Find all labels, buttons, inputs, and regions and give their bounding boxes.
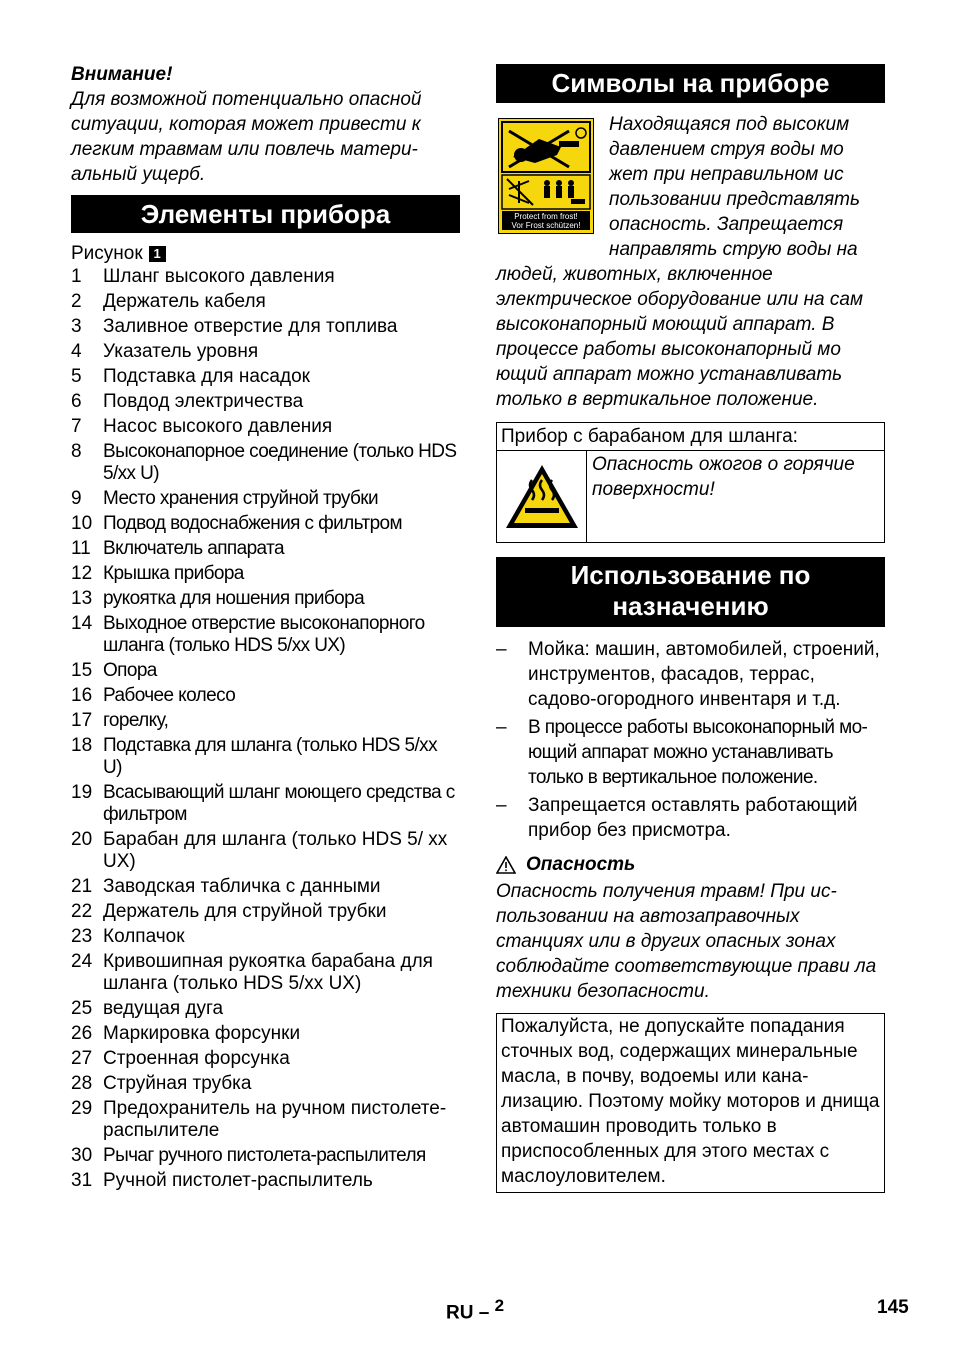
list-item-number: 22 — [71, 901, 93, 922]
list-item-text: Подставка для насадок — [103, 366, 310, 387]
list-item — [71, 1145, 460, 1167]
list-item-number: 30 — [71, 1145, 93, 1166]
footer-lang: RU — [446, 1302, 474, 1324]
elements-heading: Элементы прибора — [71, 195, 460, 233]
list-item-number: 18 — [71, 735, 93, 756]
figure-label: Рисунок — [71, 243, 143, 264]
symbols-text: Находящаяся под высоким давлением струя воды мо жет при неправильном ис пользовании представлять опасность. Запрещается направлять струю воды на людей, животных, включенное электрическое оборудование или на сам высоконапорный моющий аппарат. В процессе работы высоконапорный мо ющий аппарат можно устанавливать только в вертикальное положение. — [496, 114, 863, 410]
list-item-number: 20 — [71, 829, 93, 850]
list-item-text: В процессе работы высоконапорный моющий аппарат можно устанавливать только в вертикальное положение. — [528, 717, 868, 788]
list-item-text: Барабан для шланга (только HDS 5/ xx UX) — [103, 829, 448, 872]
list-item-number: 23 — [71, 926, 93, 947]
list-item-number: 9 — [71, 488, 82, 509]
list-item-number: 13 — [71, 588, 93, 609]
list-item-number: 16 — [71, 685, 93, 706]
list-item — [71, 1048, 460, 1070]
drum-box-row — [497, 451, 884, 542]
list-item — [71, 685, 460, 707]
list-item-number: 31 — [71, 1170, 93, 1191]
list-item-text: Колпачок — [103, 926, 185, 947]
list-item-text: Всасывающий шланг моющего средства с фильтром — [103, 782, 455, 825]
list-item — [71, 1098, 460, 1142]
list-item — [71, 926, 460, 948]
caution-text: Для возможной потенциально опасной ситуации, которая может привести к легким травмам или повлечь материальный ущерб. — [71, 89, 422, 185]
list-item-text: Высоконапорное соединение (только HDS 5/xx U) — [103, 441, 457, 484]
danger-text: Опасность получения травм! При использовании на автозаправочных станциях или в других опасных зонах соблюдайте соответствующие прави ла техники безопасности. — [496, 881, 877, 1002]
list-item-number: 8 — [71, 441, 82, 462]
list-item-text: Опора — [103, 660, 157, 681]
list-item-number: 27 — [71, 1048, 93, 1069]
intended-use-heading-line2: назначению — [612, 591, 769, 621]
hot-surface-triangle — [503, 462, 581, 532]
list-item-text: Держатель для струйной трубки — [103, 901, 387, 922]
list-item — [71, 1073, 460, 1095]
list-item-text: Повдод электричества — [103, 391, 304, 412]
list-item-text: Шланг высокого давления — [103, 266, 335, 287]
list-item-number: 3 — [71, 316, 82, 337]
list-item — [71, 1170, 460, 1192]
drum-box-text: Опасность ожогов о горячие поверхности! — [592, 454, 855, 500]
figure-reference — [71, 241, 460, 266]
warning-triangle-icon — [496, 856, 516, 874]
list-item-number: 28 — [71, 1073, 93, 1094]
list-item — [71, 876, 460, 898]
list-item-number: 5 — [71, 366, 82, 387]
list-item-text: рукоятка для ношения прибора — [103, 588, 365, 609]
list-item — [71, 513, 460, 535]
list-item — [71, 391, 460, 413]
list-item-text: Предохранитель на ручном пистолете-распылителе — [103, 1098, 447, 1141]
label-line-1: Protect from frost! — [514, 212, 578, 221]
list-item — [496, 715, 885, 790]
intended-use-heading — [496, 557, 885, 627]
list-item — [71, 951, 460, 995]
list-item — [71, 366, 460, 388]
list-item — [71, 488, 460, 510]
list-item-number: 26 — [71, 1023, 93, 1044]
hot-surface-warning-icon — [497, 451, 587, 542]
list-item-text: Маркировка форсунки — [103, 1023, 301, 1044]
list-item-text: Выходное отверстие высоконапорного шланга (только HDS 5/xx UX) — [103, 613, 425, 656]
list-item-number: 17 — [71, 710, 93, 731]
list-item-number: 10 — [71, 513, 93, 534]
caution-title: Внимание! — [71, 64, 173, 85]
list-item-text: Держатель кабеля — [103, 291, 266, 312]
list-item — [71, 416, 460, 438]
list-item-number: 14 — [71, 613, 93, 634]
list-item — [71, 735, 460, 779]
left-column — [71, 62, 460, 1195]
symbols-section — [496, 112, 885, 412]
dash-bullet: – — [496, 717, 507, 738]
list-item — [71, 291, 460, 313]
list-item-text: ведущая дуга — [103, 998, 224, 1019]
list-item — [71, 998, 460, 1020]
list-item — [71, 563, 460, 585]
list-item-text: Строенная форсунка — [103, 1048, 290, 1069]
footer-section-number: 2 — [494, 1296, 505, 1315]
list-item — [71, 341, 460, 363]
dash-bullet: – — [496, 639, 507, 660]
footer-section — [446, 1296, 504, 1324]
list-item — [71, 588, 460, 610]
list-item-text: Подвод водоснабжения с фильтром — [103, 513, 402, 534]
list-item — [71, 441, 460, 485]
list-item — [71, 316, 460, 338]
list-item — [71, 538, 460, 560]
list-item-number: 11 — [71, 538, 91, 559]
list-item-text: Насос высокого давления — [103, 416, 333, 437]
no-spray-warning-label-icon — [498, 118, 594, 234]
figure-number: 1 — [149, 246, 166, 262]
list-item — [71, 829, 460, 873]
list-item — [496, 793, 885, 843]
list-item-text: Заливное отверстие для топлива — [103, 316, 398, 337]
symbols-heading: Символы на приборе — [496, 64, 885, 103]
intended-use-heading-line1: Использование по — [570, 560, 811, 590]
list-item-text: Указатель уровня — [103, 341, 259, 362]
list-item-number: 6 — [71, 391, 82, 412]
list-item — [71, 901, 460, 923]
list-item — [71, 710, 460, 732]
list-item-text: Запрещается оставлять работающий прибор без присмотра. — [528, 795, 858, 841]
list-item-number: 7 — [71, 416, 82, 437]
page-number: 145 — [877, 1297, 909, 1318]
list-item — [496, 637, 885, 712]
list-item — [71, 1023, 460, 1045]
parts-list — [71, 266, 460, 1192]
list-item-number: 15 — [71, 660, 93, 681]
list-item-text: Заводская табличка с данными — [103, 876, 381, 897]
warning-label-graphic — [499, 119, 593, 233]
right-column — [496, 64, 885, 1193]
drum-box — [496, 422, 885, 543]
list-item-text: Крышка прибора — [103, 563, 244, 584]
list-item-text: Рычаг ручного пистолета-распылителя — [103, 1145, 426, 1166]
list-item — [71, 782, 460, 826]
list-item-number: 4 — [71, 341, 82, 362]
list-item-number: 21 — [71, 876, 93, 897]
list-item-number: 24 — [71, 951, 93, 972]
footer-sep: – — [478, 1302, 490, 1324]
list-item-text: Рабочее колесо — [103, 685, 236, 706]
list-item-number: 29 — [71, 1098, 93, 1119]
list-item-number: 2 — [71, 291, 82, 312]
danger-title-text: Опасность — [526, 854, 636, 875]
list-item-text: Мойка: машин, автомобилей, строений, инструментов, фасадов, террас, садово-огородного инвентаря и т.д. — [528, 639, 880, 710]
list-item-number: 12 — [71, 563, 93, 584]
danger-title — [496, 851, 885, 878]
list-item-text: Струйная трубка — [103, 1073, 252, 1094]
drum-box-header: Прибор с барабаном для шланга: — [497, 423, 884, 451]
label-line-2: Vor Frost schützen! — [511, 221, 581, 230]
dash-bullet: – — [496, 795, 507, 816]
list-item-number: 19 — [71, 782, 93, 803]
list-item-text: Включатель аппарата — [103, 538, 284, 559]
list-item-number: 25 — [71, 998, 93, 1019]
environment-note: Пожалуйста, не допускайте попадания сточных вод, содержащих минеральные масла, в почву, водоемы или канализацию. Поэтому мойку моторов и днища автомашин проводить только в приспособленных для этого местах с маслоуловителем. — [496, 1013, 885, 1193]
list-item — [71, 660, 460, 682]
list-item-text: Подставка для шланга (только HDS 5/xx U) — [103, 735, 437, 778]
list-item-text: Место хранения струйной трубки — [103, 488, 379, 509]
list-item-text: Ручной пистолет-распылитель — [103, 1170, 373, 1191]
list-item — [71, 613, 460, 657]
list-item-text: горелку, — [103, 710, 169, 731]
list-item-number: 1 — [71, 266, 82, 287]
intended-use-list — [496, 637, 885, 843]
list-item — [71, 266, 460, 288]
list-item-text: Кривошипная рукоятка барабана для шланга (только HDS 5/xx UX) — [103, 951, 433, 994]
